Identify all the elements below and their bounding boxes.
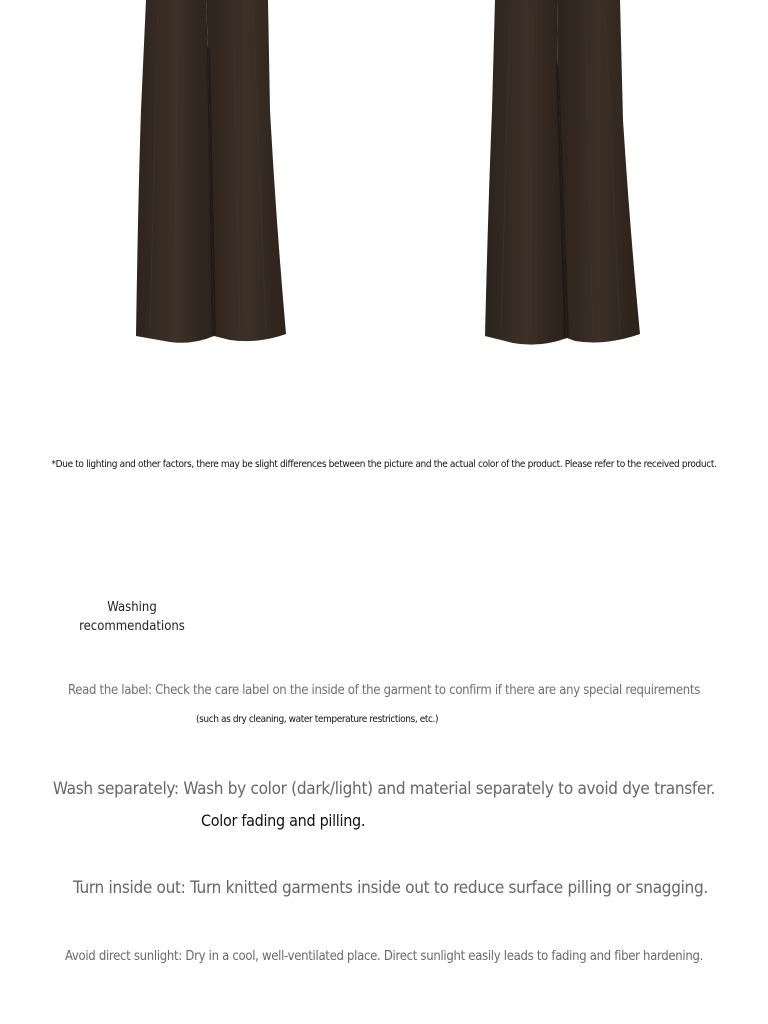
care-wash-separately-note: Color fading and pilling. xyxy=(201,811,366,830)
color-disclaimer: *Due to lighting and other factors, there may be slight differences between the picture and the actual color of the product. Please refer to the received product. xyxy=(51,459,717,470)
pants-front-image xyxy=(108,0,308,350)
care-turn-inside-out: Turn inside out: Turn knitted garments inside out to reduce surface pilling or snagging. xyxy=(73,878,708,898)
pants-back-image xyxy=(455,0,665,350)
care-read-label: Read the label: Check the care label on the inside of the garment to confirm if there are any special requirements xyxy=(68,683,700,698)
washing-recommendations-title: Washing recommendations xyxy=(79,600,185,634)
care-read-label-note: (such as dry cleaning, water temperature restrictions, etc.) xyxy=(196,714,439,725)
care-avoid-sunlight: Avoid direct sunlight: Dry in a cool, well-ventilated place. Direct sunlight easily leads to fading and fiber hardening. xyxy=(64,949,704,964)
care-wash-separately: Wash separately: Wash by color (dark/light) and material separately to avoid dye transfer. xyxy=(52,779,716,799)
